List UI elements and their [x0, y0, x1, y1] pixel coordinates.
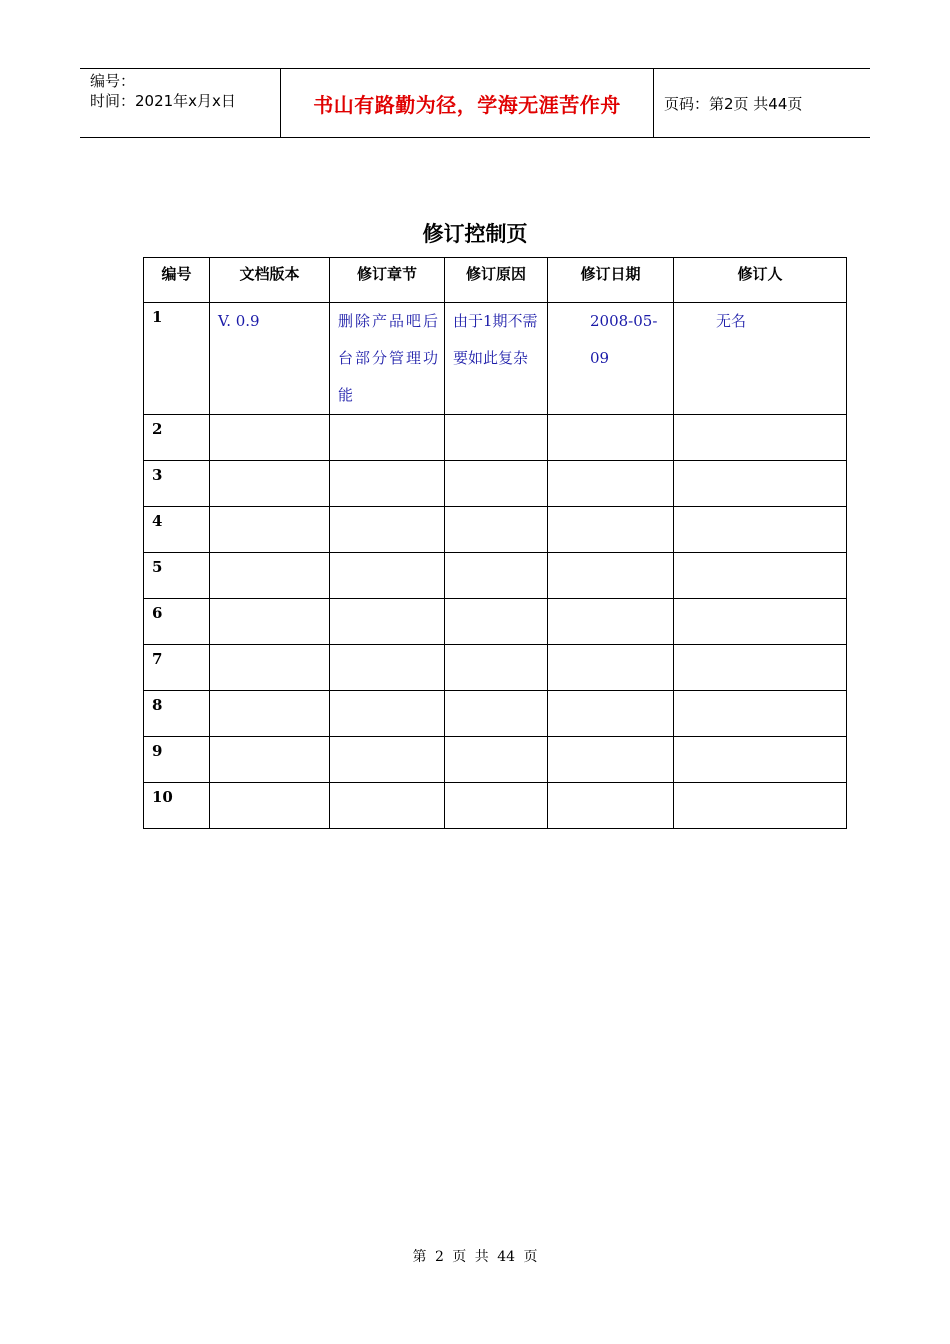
row-number-cell: 7 [144, 645, 210, 691]
section-cell [330, 783, 445, 829]
version-cell [210, 415, 330, 461]
reviser-cell: 无名 [674, 303, 847, 415]
version-cell [210, 783, 330, 829]
column-header: 修订原因 [445, 258, 548, 303]
version-cell [210, 553, 330, 599]
page-footer: 第 2 页 共 44 页 [412, 1249, 538, 1265]
version-cell [210, 461, 330, 507]
reviser-cell [674, 461, 847, 507]
section-cell: 删除产品吧后台部分管理功能 [330, 303, 445, 415]
reason-cell [445, 737, 548, 783]
page-header [80, 68, 870, 138]
date-cell [548, 461, 674, 507]
reviser-cell [674, 507, 847, 553]
reviser-cell [674, 553, 847, 599]
version-cell [210, 645, 330, 691]
column-header: 修订日期 [548, 258, 674, 303]
date-cell [548, 553, 674, 599]
table-row [144, 599, 847, 645]
row-number-cell: 1 [144, 303, 210, 415]
header-page-info: 页码：第2页 共44页 [664, 94, 803, 113]
date-cell: 2008-05-09 [548, 303, 674, 415]
table-row [144, 737, 847, 783]
header-meta [80, 69, 281, 137]
table-row [144, 461, 847, 507]
reviser-cell [674, 599, 847, 645]
section-cell [330, 691, 445, 737]
section-cell [330, 507, 445, 553]
table-header-row [144, 258, 847, 303]
table-row [144, 691, 847, 737]
table-row [144, 507, 847, 553]
date-cell [548, 783, 674, 829]
table-row [144, 783, 847, 829]
row-number-cell: 10 [144, 783, 210, 829]
row-number-cell: 6 [144, 599, 210, 645]
reviser-cell [674, 691, 847, 737]
doc-number-label: 编号： [90, 72, 136, 90]
date-cell [548, 691, 674, 737]
table-row [144, 553, 847, 599]
date-cell [548, 645, 674, 691]
row-number-cell: 3 [144, 461, 210, 507]
section-cell [330, 737, 445, 783]
reason-cell [445, 691, 548, 737]
doc-time-label: 时间：2021年x月x日 [90, 92, 236, 110]
section-cell [330, 461, 445, 507]
reason-cell [445, 507, 548, 553]
row-number-cell: 8 [144, 691, 210, 737]
reason-cell [445, 553, 548, 599]
version-cell: V. 0.9 [210, 303, 330, 415]
reviser-cell [674, 415, 847, 461]
reviser-cell [674, 645, 847, 691]
column-header: 修订章节 [330, 258, 445, 303]
row-number-cell: 5 [144, 553, 210, 599]
reason-cell [445, 783, 548, 829]
column-header: 文档版本 [210, 258, 330, 303]
section-cell [330, 553, 445, 599]
page-title: 修订控制页 [422, 222, 528, 246]
header-motto: 书山有路勤为径，学海无涯苦作舟 [281, 69, 654, 137]
version-cell [210, 691, 330, 737]
reviser-cell [674, 783, 847, 829]
column-header: 编号 [144, 258, 210, 303]
section-cell [330, 415, 445, 461]
reason-cell [445, 415, 548, 461]
version-cell [210, 599, 330, 645]
date-cell [548, 415, 674, 461]
reason-cell [445, 461, 548, 507]
row-number-cell: 4 [144, 507, 210, 553]
reason-cell [445, 599, 548, 645]
date-cell [548, 737, 674, 783]
revision-table [143, 257, 847, 829]
reason-cell [445, 645, 548, 691]
column-header: 修订人 [674, 258, 847, 303]
reviser-cell [674, 737, 847, 783]
section-cell [330, 599, 445, 645]
table-row [144, 645, 847, 691]
row-number-cell: 2 [144, 415, 210, 461]
date-cell [548, 507, 674, 553]
version-cell [210, 737, 330, 783]
version-cell [210, 507, 330, 553]
table-row [144, 303, 847, 415]
table-row [144, 415, 847, 461]
row-number-cell: 9 [144, 737, 210, 783]
section-cell [330, 645, 445, 691]
date-cell [548, 599, 674, 645]
reason-cell: 由于1期不需要如此复杂 [445, 303, 548, 415]
